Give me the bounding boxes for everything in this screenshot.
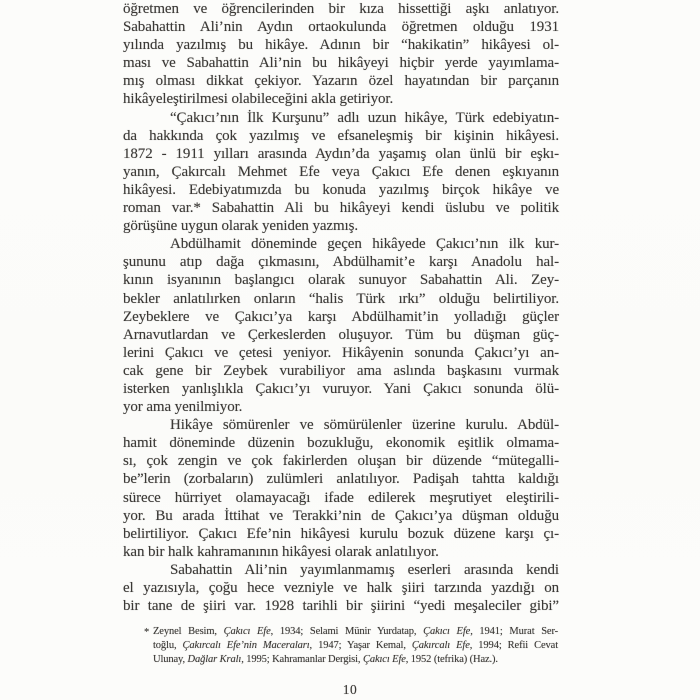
text-line: yanın, Çakırcalı Mehmet Efe veya Çakıcı Efe denen eşkıyanın xyxy=(123,163,559,180)
text-line: roman var.* Sabahattin Ali bu hikâyeyi kendi üslubu ve politik xyxy=(123,200,559,217)
text-line: cak gene bir Zeybek vurabiliyor ama aslında başkasını vurmak xyxy=(123,362,559,379)
text-line: 1872 - 1911 yılları arasında Aydın’da yaşamış olan ünlü bir eşkı- xyxy=(123,145,559,162)
text-line: Sabahattin Ali’nin Aydın ortaokulunda öğretmen olduğu 1931 xyxy=(123,19,559,36)
text-line: “Çakıcı’nın İlk Kurşunu” adlı uzun hikâye, Türk edebiyatın- xyxy=(170,109,559,126)
text-line: mış olması dikkat çekiyor. Yazarın özel hayatından bir parçanın xyxy=(123,73,559,90)
text-line: hikâyesi. Edebiyatımızda bu konuda yazılmış birçok hikâye ve xyxy=(123,181,559,198)
text-line: lerini Çakıcı ve çetesi yeniyor. Hikâyenin sonunda Çakıcı’yı an- xyxy=(123,344,559,361)
text-line: da hakkında çok yazılmış ve efsaneleşmiş bir kişinin hikâyesi. xyxy=(123,127,559,144)
text-line: Abdülhamit döneminde geçen hikâyede Çakıcı’nın ilk kur- xyxy=(170,236,559,253)
text-line: be”lerin (zorbaların) zulümleri anlatılıyor. Padişah tahtta kaldığı xyxy=(123,471,559,488)
text-line: isterken yanlışlıkla Çakıcı’yı vuruyor. Yani Çakıcı sonunda ölü- xyxy=(123,380,559,397)
text-line: öğretmen ve öğrencilerinden bir kıza hissettiği aşkı anlatıyor. xyxy=(123,1,559,17)
text-line: görüşüne uygun olarak yeniden yazmış. xyxy=(123,218,358,235)
text-line: belirtiliyor. Çakıcı Efe’nin hikâyesi kurulu bozuk düzene karşı çı- xyxy=(123,525,559,542)
text-line: Sabahattin Ali’nin yayımlanmamış eserleri arasında kendi xyxy=(170,561,559,578)
body-text xyxy=(123,0,559,615)
footnote-lines xyxy=(153,625,558,667)
text-line: kan bir halk kahramanının hikâyesi olarak anlatılıyor. xyxy=(123,543,439,560)
text-line: bir tane de şiiri var. 1928 tarihli bir şiirini “yedi meşaleciler gibi” xyxy=(123,598,559,615)
text-line: hamit döneminde düzenin bozukluğu, ekonomik eşitlik olmama- xyxy=(123,435,559,452)
text-line: bekler anlatılırken onların “halis Türk ırkı” olduğu belirtiliyor. xyxy=(123,290,559,307)
footnote-line: Zeynel Besim, Çakıcı Efe, 1934; Selami Münir Yurdatap, Çakıcı Efe, 1941; Murat Ser- xyxy=(153,626,559,637)
text-line: yor ama yenilmiyor. xyxy=(123,399,243,416)
text-line: el yazısıyla, çoğu hece vezniyle ve halk şiiri tarzında yazdığı on xyxy=(123,580,559,596)
footnote-line: toğlu, Çakırcalı Efe’nin Maceraları, 1947; Yaşar Kemal, Çakırcalı Efe, 1994; Refii Cevat xyxy=(153,639,558,651)
text-line: hikâyeleştirilmesi olabileceğini akla getiriyor. xyxy=(123,91,394,108)
text-line: sürece hürriyet olamayacağı ifade edilerek meşrutiyet eleştirili- xyxy=(123,489,559,506)
text-line: Zeybeklere ve Çakıcı’ya karşı Abdülhamit’in yolladığı güçler xyxy=(123,308,559,325)
text-line: Hikâye sömürenler ve sömürülenler üzerine kurulu. Abdül- xyxy=(170,417,559,434)
text-line: yılında yazılmış bu hikâye. Adının bir “hakikatin” hikâyesi ol- xyxy=(123,37,559,54)
footnote xyxy=(144,625,559,667)
text-line: sı, çok zengin ve çok fakirlerden oluşan bir düzende “mütegalli- xyxy=(123,453,559,470)
footnote-marker: * xyxy=(144,626,150,638)
footnote-line: Ulunay, Dağlar Kralı, 1995; Kahramanlar Dergisi, Çakıcı Efe, 1952 (tefrika) (Haz.). xyxy=(153,653,498,665)
page-number: 10 xyxy=(342,682,358,697)
text-line: kının isyanının başlangıcı olarak sunuyor Sabahattin Ali. Zey- xyxy=(123,272,559,289)
text-line: Arnavutlardan ve Çerkeslerden oluşuyor. Tüm bu düşman güç- xyxy=(123,326,559,343)
text-line: ması ve Sabahattin Ali’nin bu hikâyeyi hiçbir yerde yayımlama- xyxy=(123,55,559,72)
text-line: şununu atıp dağa çıkmasını, Abdülhamit’e karşı Anadolu hal- xyxy=(123,254,559,271)
text-line: yor. Bu arada İttihat ve Terakki’nin de Çakıcı’ya düşman olduğu xyxy=(123,507,559,524)
